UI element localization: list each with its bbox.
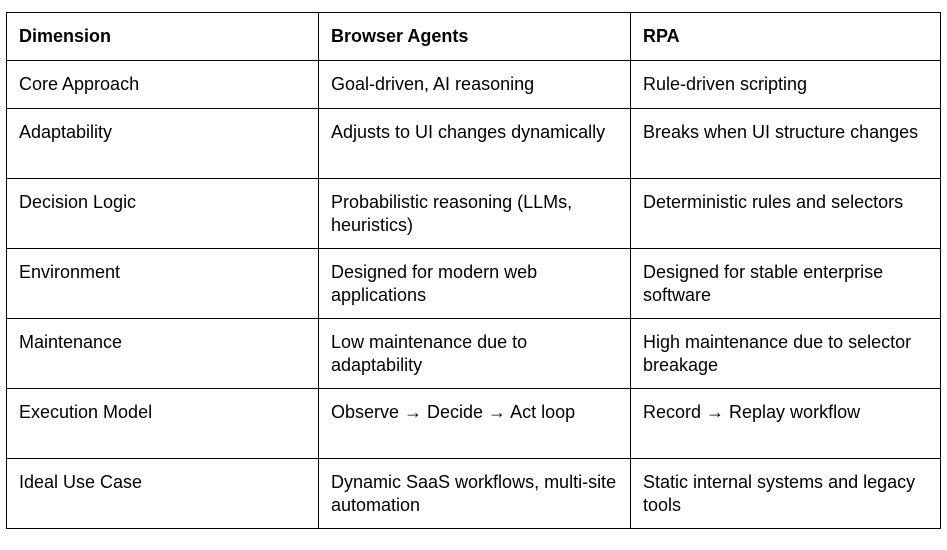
cell-rpa: Designed for stable enterprise software [631, 249, 941, 319]
table-header-row [7, 13, 941, 61]
cell-browser-agents: Probabilistic reasoning (LLMs, heuristics) [319, 179, 631, 249]
cell-browser-agents: Dynamic SaaS workflows, multi-site automation [319, 459, 631, 529]
table-row [7, 109, 941, 179]
cell-rpa: Record → Replay workflow [631, 389, 941, 459]
comparison-table-container [6, 12, 941, 529]
cell-dimension: Ideal Use Case [7, 459, 319, 529]
table-row [7, 249, 941, 319]
header-rpa: RPA [631, 13, 941, 61]
cell-dimension: Execution Model [7, 389, 319, 459]
header-dimension: Dimension [7, 13, 319, 61]
cell-browser-agents: Goal-driven, AI reasoning [319, 61, 631, 109]
cell-browser-agents: Designed for modern web applications [319, 249, 631, 319]
cell-rpa: Breaks when UI structure changes [631, 109, 941, 179]
cell-browser-agents: Observe → Decide → Act loop [319, 389, 631, 459]
cell-browser-agents: Low maintenance due to adaptability [319, 319, 631, 389]
cell-browser-agents: Adjusts to UI changes dynamically [319, 109, 631, 179]
cell-dimension: Decision Logic [7, 179, 319, 249]
cell-dimension: Maintenance [7, 319, 319, 389]
table-row [7, 319, 941, 389]
table-row [7, 179, 941, 249]
cell-rpa: High maintenance due to selector breakage [631, 319, 941, 389]
cell-dimension: Adaptability [7, 109, 319, 179]
header-browser-agents: Browser Agents [319, 13, 631, 61]
cell-rpa: Static internal systems and legacy tools [631, 459, 941, 529]
cell-dimension: Core Approach [7, 61, 319, 109]
table-row [7, 389, 941, 459]
table-row [7, 61, 941, 109]
cell-rpa: Rule-driven scripting [631, 61, 941, 109]
comparison-table [6, 12, 941, 529]
cell-rpa: Deterministic rules and selectors [631, 179, 941, 249]
table-row [7, 459, 941, 529]
cell-dimension: Environment [7, 249, 319, 319]
